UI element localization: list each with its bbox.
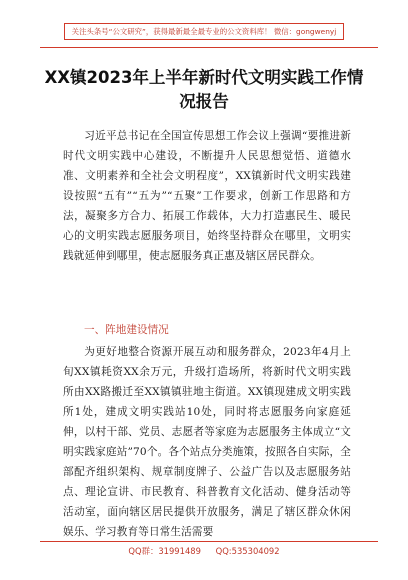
section-paragraph: 为更好地整合资源开展互动和服务群众，2023年4月上旬XX镇耗资XX余万元，升级打造场所，将新时代文明实践所由XX路搬迁至XX镇镇驻地主街道。XX镇现建成文明实践所1处，建成文明实践站10处，同时将志愿服务向家庭延伸，以村干部、党员、志愿者等家庭为志愿服务主体成立“文明实践家庭站”70个。各个站点分类施策，按照各自实际，全部配齐组织架构、规章制度牌子、公益广告以及志愿服务站点、理论宣讲、市民教育、科普教育文化活动、健身活动等活动室，面向辖区居民提供开放服务，满足了辖区群众休闲娱乐、学习教育等日常生活需要 xyxy=(63,346,351,538)
section-paragraph-block xyxy=(63,342,351,542)
section-heading: 一、阵地建设情况 xyxy=(84,324,169,336)
document-title: XX镇2023年上半年新时代文明实践工作情况报告 xyxy=(44,68,364,111)
footer-qq: QQ:535304092 xyxy=(215,546,280,556)
footer-qq-group: QQ群：31991489 xyxy=(128,546,201,556)
footer-divider xyxy=(40,541,378,542)
intro-paragraph: 习近平总书记在全国宣传思想工作会议上强调“要推进新时代文明实践中心建设，不断提升人民思想觉悟、道德水准、文明素养和全社会文明程度”，XX镇新时代文明实践建设按照“五有”“五为”“五聚”工作要求，创新工作思路和方法，凝聚多方合力、拓展工作载体，大力打造惠民生、暖民心的文明实践志愿服务项目，始终坚持群众在哪里，文明实践就延伸到哪里，使志愿服务真正惠及辖区居民群众。 xyxy=(63,130,351,262)
promo-banner: 关注头条号“公文研究”，获得最新最全最专业的公文资料库！ 微信：gongwenyj xyxy=(64,23,344,40)
intro-paragraph-block xyxy=(63,126,351,266)
footer xyxy=(0,545,408,557)
header-divider xyxy=(40,47,378,48)
